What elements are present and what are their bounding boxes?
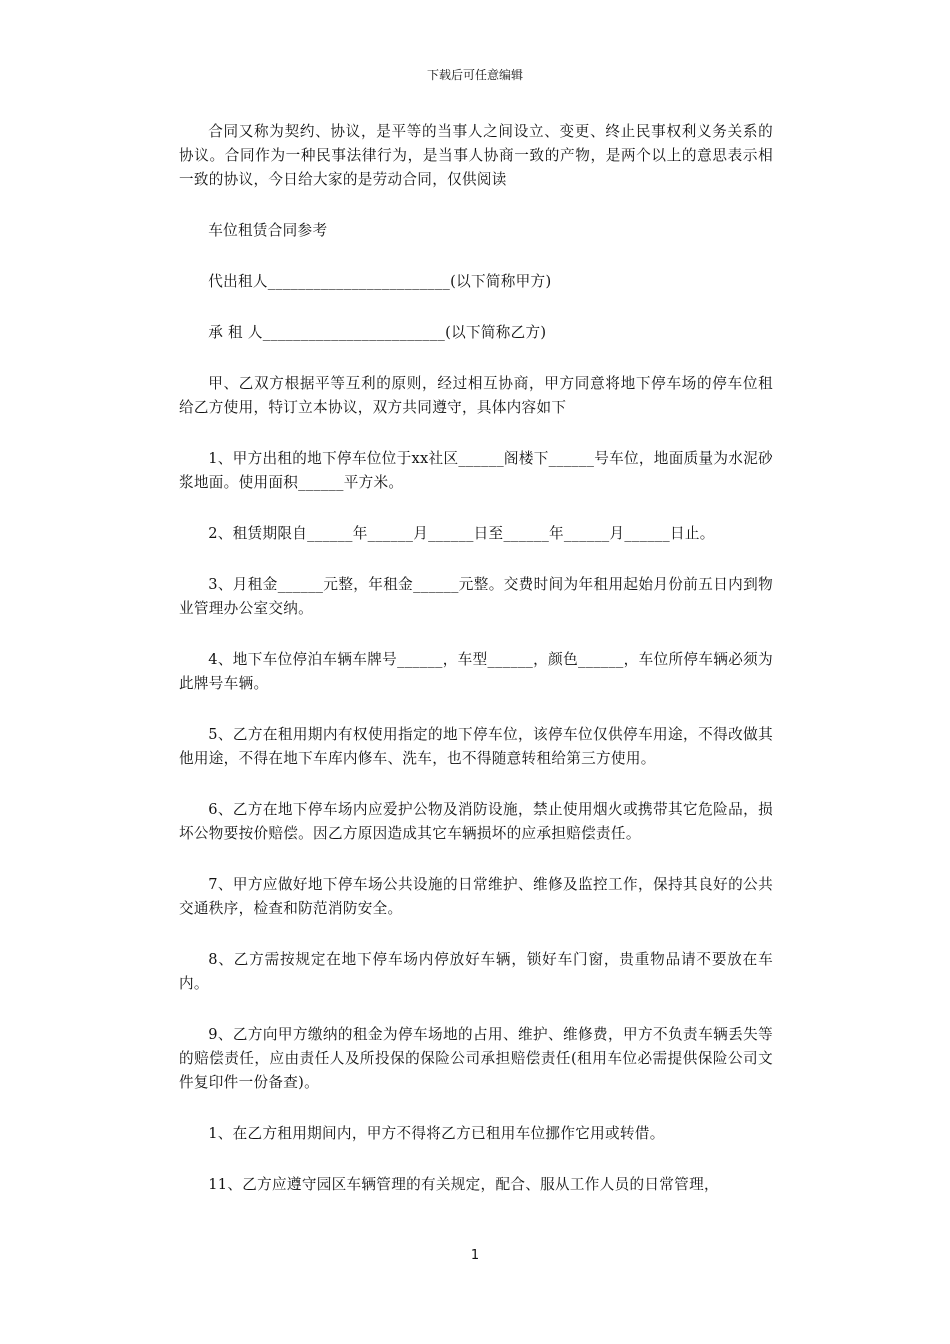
intro-paragraph: 合同又称为契约、协议，是平等的当事人之间设立、变更、终止民事权利义务关系的协议。合同作为一种民事法律行为，是当事人协商一致的产物，是两个以上的意思表示相一致的协议，今日给大家的是劳动合同，仅供阅读 bbox=[179, 123, 773, 188]
clause-1: 1、甲方出租的地下停车位位于xx社区______阁楼下______号车位，地面质量为水泥砂浆地面。使用面积______平方米。 bbox=[179, 450, 773, 491]
lessor-line: 代出租人________________________(以下简称甲方) bbox=[208, 273, 552, 290]
page-header: 下载后可任意编辑 bbox=[426, 68, 523, 82]
lessee-line: 承 租 人________________________(以下简称乙方) bbox=[208, 324, 547, 341]
clause-6: 6、乙方在地下停车场内应爱护公物及消防设施，禁止使用烟火或携带其它危险品，损坏公物要按价赔偿。因乙方原因造成其它车辆损坏的应承担赔偿责任。 bbox=[179, 801, 773, 842]
clause-10: 1、在乙方租用期间内，甲方不得将乙方已租用车位挪作它用或转借。 bbox=[208, 1125, 665, 1142]
clause-8: 8、乙方需按规定在地下停车场内停放好车辆，锁好车门窗，贵重物品请不要放在车内。 bbox=[179, 951, 773, 992]
contract-title: 车位租赁合同参考 bbox=[208, 222, 328, 239]
clause-7: 7、甲方应做好地下停车场公共设施的日常维护、维修及监控工作，保持其良好的公共交通秩序，检查和防范消防安全。 bbox=[179, 876, 773, 917]
clause-9: 9、乙方向甲方缴纳的租金为停车场地的占用、维护、维修费，甲方不负责车辆丢失等的赔偿责任，应由责任人及所投保的保险公司承担赔偿责任(租用车位必需提供保险公司文件复印件一份备查)。 bbox=[179, 1026, 773, 1091]
clause-3: 3、月租金______元整，年租金______元整。交费时间为年租用起始月份前五日内到物业管理办公室交纳。 bbox=[179, 576, 773, 617]
page-number: 1 bbox=[470, 1248, 480, 1263]
clause-11: 11、乙方应遵守园区车辆管理的有关规定，配合、服从工作人员的日常管理， bbox=[208, 1176, 719, 1193]
preamble-paragraph: 甲、乙双方根据平等互利的原则，经过相互协商，甲方同意将地下停车场的停车位租给乙方使用，特订立本协议，双方共同遵守，具体内容如下 bbox=[179, 375, 773, 416]
clause-2: 2、租赁期限自______年______月______日至______年______月______日止。 bbox=[208, 525, 715, 542]
clause-4: 4、地下车位停泊车辆车牌号______，车型______，颜色______，车位所停车辆必须为此牌号车辆。 bbox=[179, 651, 773, 692]
clause-5: 5、乙方在租用期内有权使用指定的地下停车位，该停车位仅供停车用途，不得改做其他用途，不得在地下车库内修车、洗车，也不得随意转租给第三方使用。 bbox=[179, 726, 773, 767]
document-body bbox=[179, 120, 773, 1224]
